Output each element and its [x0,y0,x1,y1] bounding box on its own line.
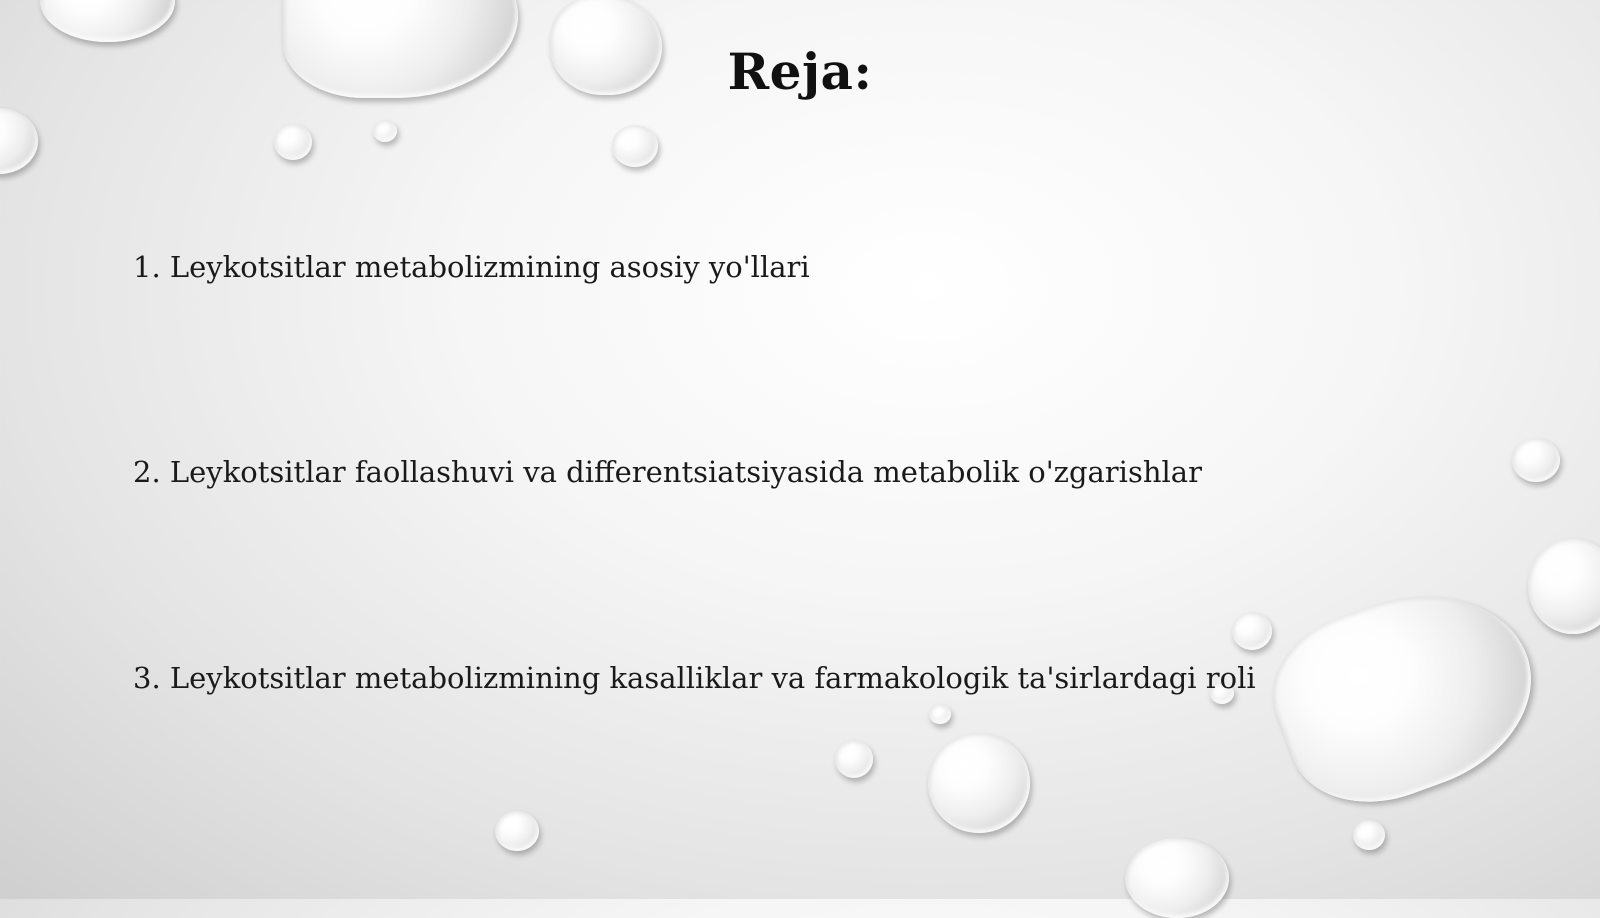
water-drop-decoration [40,0,175,42]
water-drop-decoration [1353,820,1385,850]
plan-item-3: 3. Leykotsitlar metabolizmining kasalliklar va farmakologik ta'sirlardagi roli [133,661,1256,695]
water-drop-decoration [1253,562,1558,828]
water-drop-decoration [1232,612,1272,650]
water-drop-decoration [274,124,312,160]
water-drop-decoration [373,120,397,142]
water-drop-decoration [1125,838,1229,918]
water-drop-decoration [929,704,951,724]
water-drop-decoration [612,125,658,167]
water-drop-decoration [495,811,539,851]
slide-title: Reja: [727,42,873,101]
plan-item-2: 2. Leykotsitlar faollashuvi va differentsiatsiyasida metabolik o'zgarishlar [133,455,1202,489]
water-drop-decoration [928,733,1030,833]
water-drop-decoration [1528,538,1600,634]
water-drop-decoration [0,108,38,174]
water-drop-decoration [1512,438,1560,482]
water-drop-decoration [835,740,873,778]
plan-item-1: 1. Leykotsitlar metabolizmining asosiy yo'llari [133,250,810,284]
